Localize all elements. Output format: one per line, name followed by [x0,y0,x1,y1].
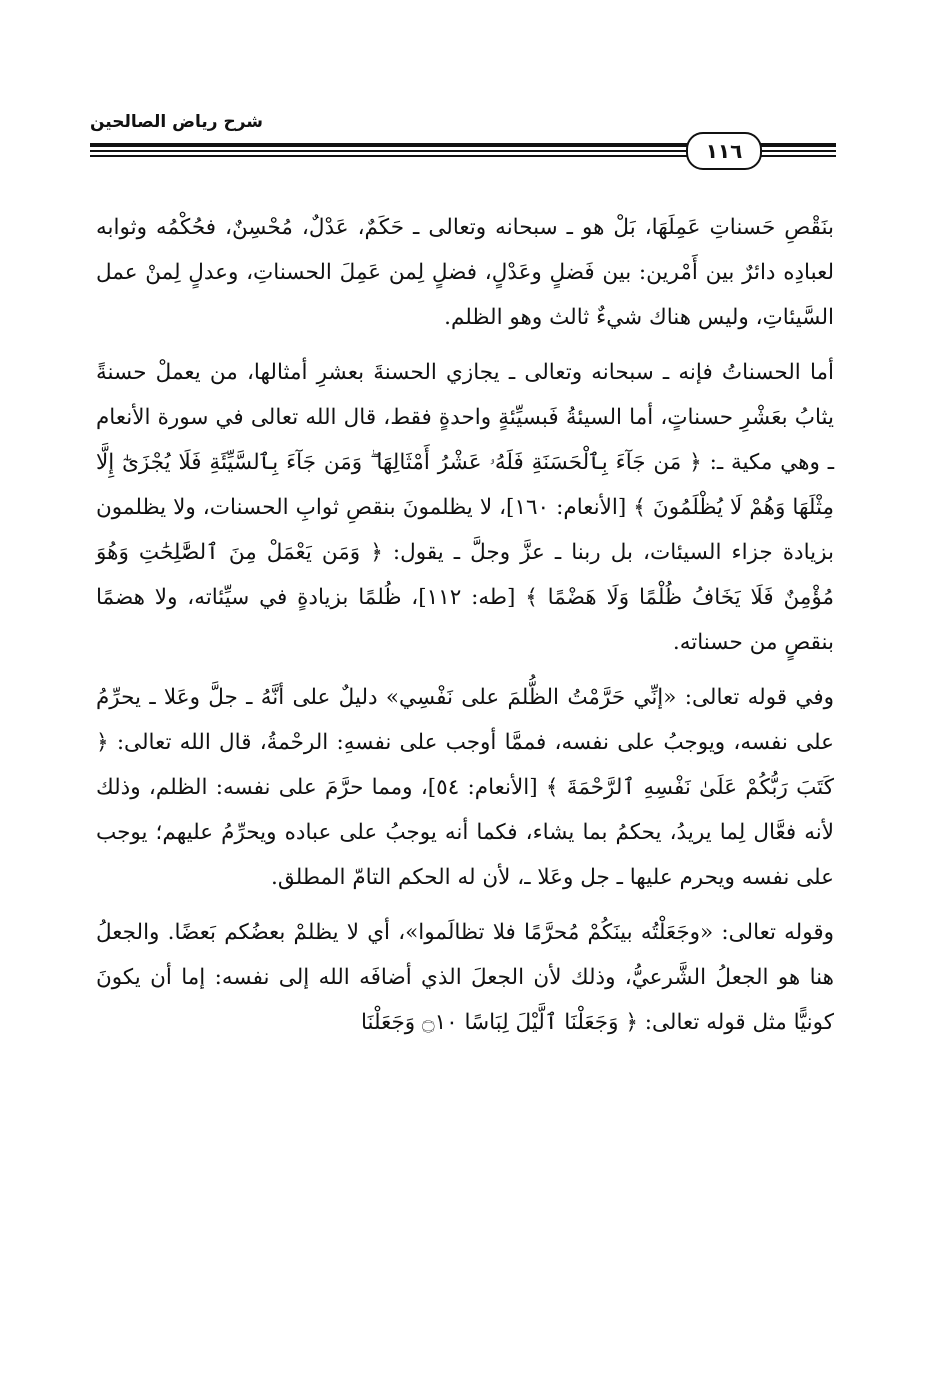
body-text [96,205,834,1055]
paragraph-2: أما الحسناتُ فإنه ـ سبحانه وتعالى ـ يجازي الحسنةَ بعشرِ أمثالها، من يعملْ حسنةً يثابُ بعَشْرِ حسناتٍ، أما السيئةُ فَبسيِّئةٍ واحدةٍ فقط، قال الله تعالى في سورة الأنعام ـ وهي مكية ـ: ﴿ مَن جَآءَ بِٱلْحَسَنَةِ فَلَهُۥ عَشْرُ أَمْثَالِهَا ۖ وَمَن جَآءَ بِٱلسَّيِّئَةِ فَلَا يُجْزَىٰٓ إِلَّا مِثْلَهَا وَهُمْ لَا يُظْلَمُونَ ﴾ [الأنعام: ١٦٠]، لا يظلمونَ بنقصِ ثوابِ الحسنات، ولا يظلمون بزيادة جزاء السيئات، بل ربنا ـ عزَّ وجلَّ ـ يقول: ﴿ وَمَن يَعْمَلْ مِنَ ٱلصَّٰلِحَٰتِ وَهُوَ مُؤْمِنٌ فَلَا يَخَافُ ظُلْمًا وَلَا هَضْمًا ﴾ [طه: ١١٢]، ظُلمًا بزيادةٍ في سيِّئاته، ولا هضمًا بنقصٍ من حسناته. [96,360,834,655]
page-number: ١١٦ [686,132,762,170]
running-title: شرح رياض الصالحين [90,112,264,132]
paragraph-4: وقوله تعالى: «وجَعَلْتُه بينَكُمْ مُحرَّمًا فلا تظالَموا»، أي لا يظلمْ بعضُكم بَعضًا. والجعلُ هنا هو الجعلُ الشَّرعيُّ، وذلك لأن الجعلَ الذي أضافَه الله إلى نفسه: إما أن يكونَ كونيًّا مثل قوله تعالى: ﴿ وَجَعَلْنَا ٱلَّيْلَ لِبَاسًا ۝١٠ وَجَعَلْنَا [96,920,834,1035]
paragraph-3: وفي قوله تعالى: «إنِّي حَرَّمْتُ الظُّلمَ على نَفْسِي» دليلٌ على أنَّهُ ـ جلَّ وعَلا ـ يحرِّمُ على نفسه، ويوجبُ على نفسه، فممَّا أوجب على نفسهِ: الرحْمةُ، قال الله تعالى: ﴿ كَتَبَ رَبُّكُمْ عَلَىٰ نَفْسِهِ ٱلرَّحْمَةَ ﴾ [الأنعام: ٥٤]، ومما حرَّمَ على نفسه: الظلم، وذلك لأنه فعَّال لِما يريدُ، يحكمُ بما يشاء، فكما أنه يوجبُ على عباده ويحرِّمُ عليهم؛ يوجب على نفسه ويحرم عليها ـ جل وعَلا ـ، لأن له الحكم التامّ المطلق. [96,685,834,890]
paragraph-1: بنَقْصِ حَسناتِ عَمِلَهَا، بَلْ هو ـ سبحانه وتعالى ـ حَكَمٌ، عَدْلٌ، مُحْسِنٌ، فحُكْمُه وثوابه لعبادِه دائرٌ بين أَمْرين: بين فَضلٍ وعَدْلٍ، فضلٍ لِمن عَمِلَ الحسناتِ، وعدلٍ لِمنْ عمل السَّيئاتِ، وليس هناك شيءٌ ثالث وهو الظلم. [96,215,834,330]
